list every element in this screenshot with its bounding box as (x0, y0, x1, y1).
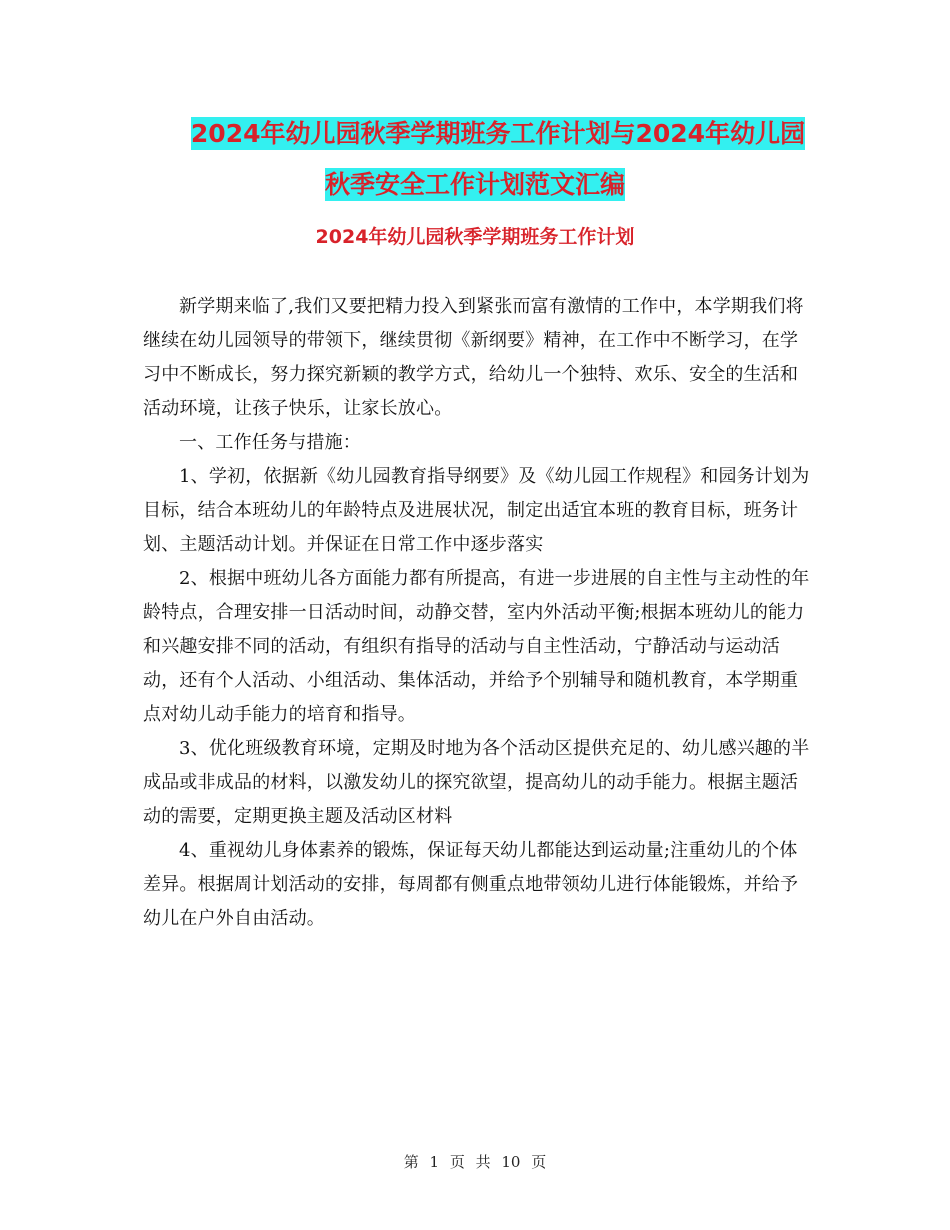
title-highlight: 秋季安全工作计划范文汇编 (324, 170, 625, 199)
document-title (0, 108, 950, 210)
paragraph-item-4: 4、重视幼儿身体素养的锻炼，保证每天幼儿都能达到运动量;注重幼儿的个体差异。根据周计划活动的安排，每周都有侧重点地带领幼儿进行体能锻炼，并给予幼儿在户外自由活动。 (143, 840, 799, 929)
title-highlight: 2024年幼儿园秋季学期班务工作计划与2024年幼儿园 (190, 119, 806, 148)
paragraph-item-3: 3、优化班级教育环境，定期及时地为各个活动区提供充足的、幼儿感兴趣的半成品或非成品的材料，以激发幼儿的探究欲望，提高幼儿的动手能力。根据主题活动的需要，定期更换主题及活动区材料 (143, 738, 810, 827)
page-footer: 第 1 页 共 10 页 (403, 1153, 547, 1171)
paragraph-item-1: 1、学初，依据新《幼儿园教育指导纲要》及《幼儿园工作规程》和园务计划为目标，结合本班幼儿的年龄特点及进展状况，制定出适宜本班的教育目标，班务计划、主题活动计划。并保证在日常工作中逐步落实 (143, 466, 810, 555)
section-title: 2024年幼儿园秋季学期班务工作计划 (315, 226, 635, 248)
document-title-line-1 (0, 108, 950, 159)
paragraph-intro: 新学期来临了,我们又要把精力投入到紧张而富有激情的工作中，本学期我们将继续在幼儿园领导的带领下，继续贯彻《新纲要》精神，在工作中不断学习，在学习中不断成长，努力探究新颖的教学方式，给幼儿一个独特、欢乐、安全的生活和活动环境，让孩子快乐，让家长放心。 (143, 296, 804, 419)
document-title-line-2 (0, 159, 950, 210)
document-body (143, 290, 813, 936)
paragraph-heading-tasks: 一、工作任务与措施： (179, 432, 361, 453)
paragraph-item-2: 2、根据中班幼儿各方面能力都有所提高，有进一步进展的自主性与主动性的年龄特点，合理安排一日活动时间，动静交替，室内外活动平衡;根据本班幼儿的能力和兴趣安排不同的活动，有组织有指导的活动与自主性活动，宁静活动与运动活动，还有个人活动、小组活动、集体活动，并给予个别辅导和随机教育，本学期重点对幼儿动手能力的培育和指导。 (143, 568, 810, 725)
